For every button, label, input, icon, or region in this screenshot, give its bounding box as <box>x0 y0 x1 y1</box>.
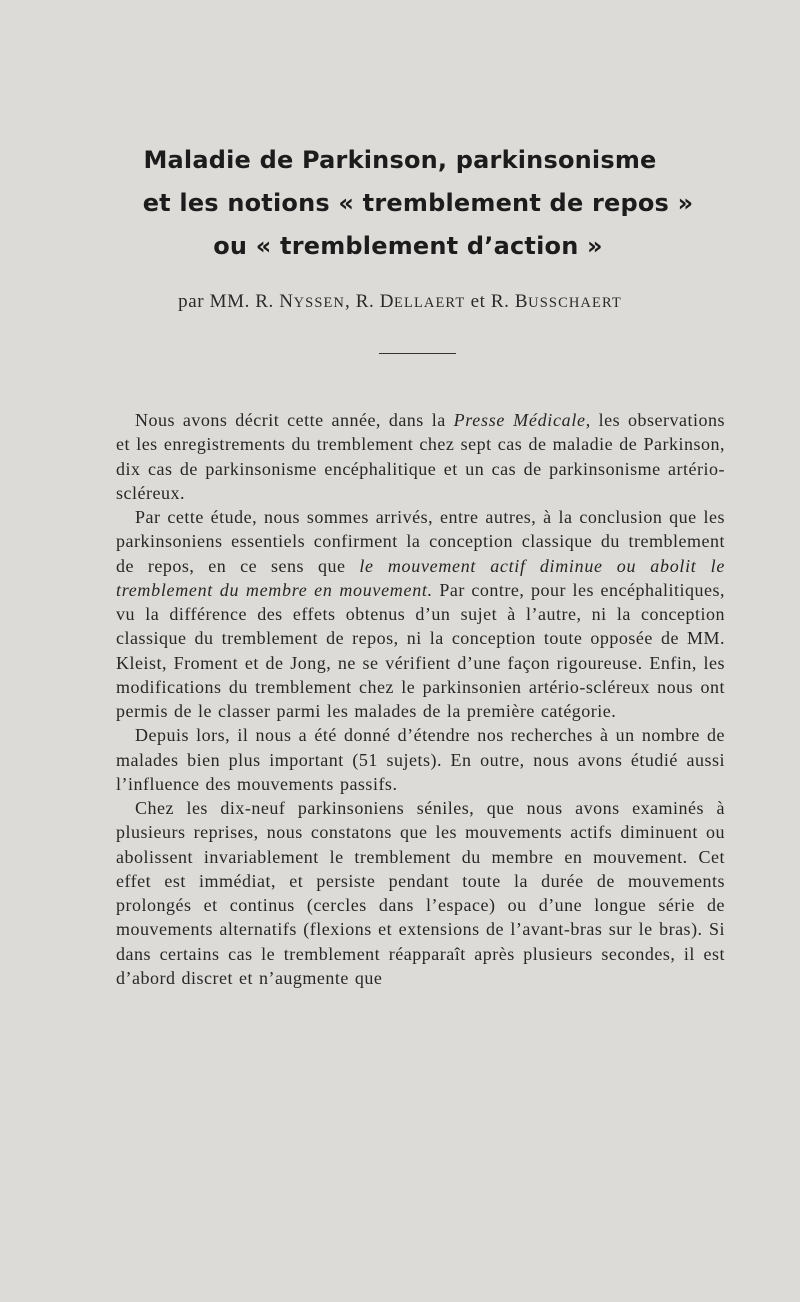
title-divider <box>379 353 456 354</box>
paragraph-2-text-a: Par cette étude, nous sommes arrivés, entre autres, à la conclusion que les parkinsoniens essentiels confirment la conception classique du tremblement de repos, en ce sens que <box>116 507 725 576</box>
author-3-name: USSCHAERT <box>528 295 622 311</box>
paragraph-1-text-b: , les observations et les enregistrements du tremblement chez sept cas de maladie de Parkinson, dix cas de parkinsonisme encéphalitique et un cas de parkinsonisme artério-scléreux. <box>116 410 725 503</box>
paragraph-1-text-a: Nous avons décrit cette année, dans la <box>135 410 454 430</box>
article-body <box>116 408 725 990</box>
author-separator-1: , R. <box>345 291 380 312</box>
paragraph-2 <box>116 505 725 723</box>
paragraph-2-emphasis: le mouvement actif diminue ou abolit le tremblement du membre en mouvement. <box>116 555 726 600</box>
author-1-name: YSSEN <box>293 295 346 311</box>
article-title-line-2: et les notions « tremblement de repos » <box>142 189 694 217</box>
paragraph-2-text-b: Par contre, pour les encéphalitiques, vu la différence des effets obtenus d’un sujet à l’autre, ni la conception classique du tremblement de repos, ni la conception toute opposée de MM. Kleist, Froment et de Jong, ne se vérifient d’une façon rigoureuse. Enfin, les modifications du tremblement chez le parkinsonien artério-scléreux nous ont permis de le classer parmi les malades de la première catégorie. <box>116 579 726 721</box>
author-2-initial: D <box>379 291 395 312</box>
article-title-line-1: Maladie de Parkinson, parkinsonisme <box>143 146 657 174</box>
author-prefix: par MM. R. <box>178 291 280 312</box>
journal-name: Presse Médicale <box>453 410 586 430</box>
paragraph-1 <box>116 408 725 505</box>
author-2-name: ELLAERT <box>394 295 466 311</box>
paragraph-4: Chez les dix-neuf parkinsoniens séniles, que nous avons examinés à plusieurs reprises, nous constatons que les mouvements actifs diminuent ou abolissent invariablement le tremblement du membre en mouvement. Cet effet est immédiat, et persiste pendant toute la durée de mouvements prolongés et continus (cercles dans l’espace) ou d’une longue série de mouvements alternatifs (flexions et extensions de l’avant-bras sur le bras). Si dans certains cas le tremblement réapparaît après plusieurs secondes, il est d’abord discret et n’augmente que <box>116 798 725 988</box>
paragraph-3: Depuis lors, il nous a été donné d’étendre nos recherches à un nombre de malades bien plus important (51 sujets). En outre, nous avons étudié aussi l’influence des mouvements passifs. <box>116 725 725 794</box>
author-separator-2: et R. <box>465 291 515 312</box>
author-line <box>0 291 800 313</box>
article-title-line-3: ou « tremblement d’action » <box>213 232 603 260</box>
author-1-initial: N <box>279 291 294 312</box>
author-3-initial: B <box>514 291 529 312</box>
